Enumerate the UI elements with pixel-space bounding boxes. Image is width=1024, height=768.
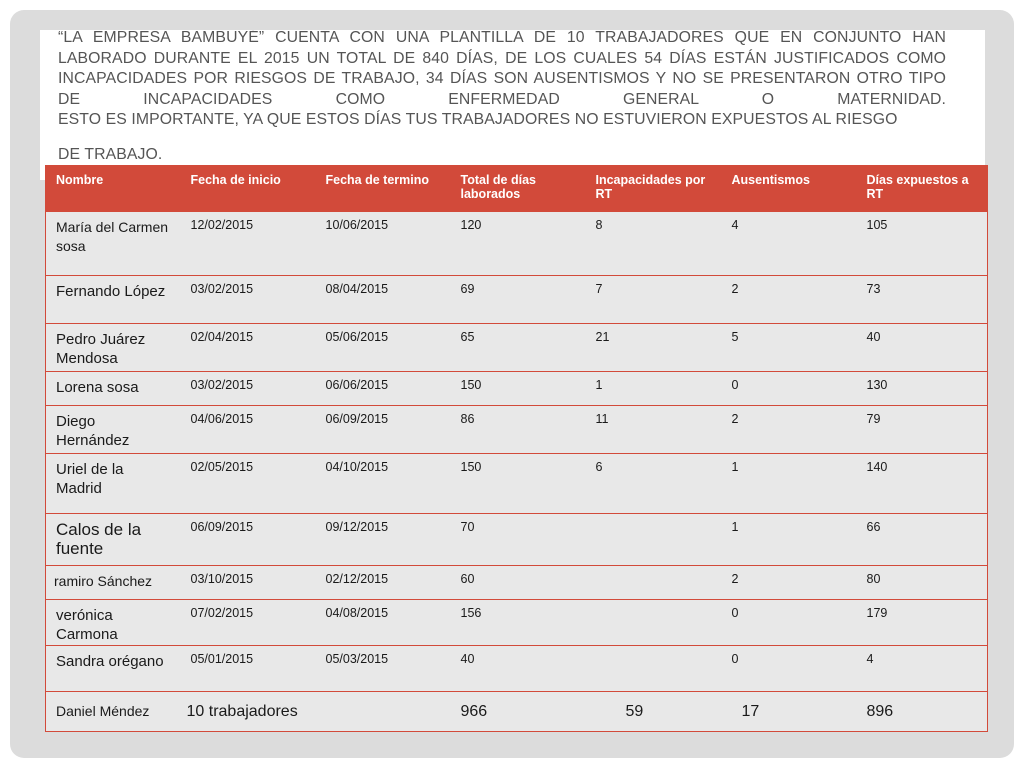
cell-total: 150 — [451, 372, 586, 406]
cell-end: 02/12/2015 — [316, 566, 451, 600]
cell-start: 12/02/2015 — [181, 212, 316, 276]
cell-ausent: 2 — [722, 566, 857, 600]
totals-row — [46, 692, 988, 732]
cell-end: 05/06/2015 — [316, 324, 451, 372]
cell-start: 02/05/2015 — [181, 454, 316, 514]
totals-workers: 10 trabajadores — [181, 692, 316, 732]
cell-expuestos: 4 — [857, 646, 988, 692]
intro-paragraph-2 — [58, 110, 946, 165]
cell-incap — [586, 646, 722, 692]
cell-name: ramiro Sánchez — [46, 566, 181, 600]
cell-total: 120 — [451, 212, 586, 276]
cell-start: 04/06/2015 — [181, 406, 316, 454]
cell-ausent: 0 — [722, 600, 857, 646]
cell-total: 40 — [451, 646, 586, 692]
cell-end: 06/09/2015 — [316, 406, 451, 454]
cell-name: María del Carmen sosa — [46, 212, 181, 276]
cell-incap: 1 — [586, 372, 722, 406]
cell-end: 06/06/2015 — [316, 372, 451, 406]
totals-expuestos: 896 — [857, 692, 988, 732]
table-row — [46, 372, 988, 406]
cell-start: 03/10/2015 — [181, 566, 316, 600]
table-row — [46, 514, 988, 566]
cell-expuestos: 130 — [857, 372, 988, 406]
table-header-row — [46, 166, 988, 212]
intro-paragraph-2-end: DE TRABAJO. — [58, 145, 163, 163]
cell-name: Diego Hernández — [46, 406, 181, 454]
cell-incap: 11 — [586, 406, 722, 454]
intro-band — [40, 30, 985, 180]
table-row — [46, 646, 988, 692]
cell-expuestos: 73 — [857, 276, 988, 324]
totals-end-empty — [316, 692, 451, 732]
totals-name: Daniel Méndez — [46, 692, 181, 732]
cell-name: Sandra orégano — [46, 646, 181, 692]
cell-ausent: 4 — [722, 212, 857, 276]
workers-table — [45, 165, 988, 732]
cell-end: 08/04/2015 — [316, 276, 451, 324]
cell-ausent: 5 — [722, 324, 857, 372]
cell-expuestos: 40 — [857, 324, 988, 372]
header-dias-expuestos: Días expuestos a RT — [857, 166, 988, 212]
cell-name: Lorena sosa — [46, 372, 181, 406]
table-row — [46, 324, 988, 372]
header-nombre: Nombre — [46, 166, 181, 212]
header-fecha-termino: Fecha de termino — [316, 166, 451, 212]
intro-paragraph-1: “LA EMPRESA BAMBUYÉ” CUENTA CON UNA PLANTILLA DE 10 TRABAJADORES QUE EN CONJUNTO HAN LABORADO DURANTE EL 2015 UN TOTAL DE 840 DÍAS, DE LOS CUALES 54 DÍAS ESTÁN JUSTIFICADOS COMO INCAPACIDADES POR RIESGOS DE TRABAJO, 34 DÍAS SON AUSENTISMOS Y NO SE PRESENTARON OTRO TIPO DE INCAPACIDADES COMO ENFERMEDAD GENERAL O MATERNIDAD. — [58, 30, 946, 108]
cell-name: Calos de la fuente — [46, 514, 181, 566]
header-incapacidades: Incapacidades por RT — [586, 166, 722, 212]
cell-ausent: 2 — [722, 276, 857, 324]
totals-ausentismos: 17 — [722, 692, 857, 732]
totals-total-days: 966 — [451, 692, 586, 732]
cell-expuestos: 179 — [857, 600, 988, 646]
cell-total: 150 — [451, 454, 586, 514]
cell-expuestos: 79 — [857, 406, 988, 454]
cell-total: 156 — [451, 600, 586, 646]
cell-start: 02/04/2015 — [181, 324, 316, 372]
cell-incap: 7 — [586, 276, 722, 324]
cell-ausent: 0 — [722, 646, 857, 692]
cell-ausent: 1 — [722, 454, 857, 514]
cell-expuestos: 66 — [857, 514, 988, 566]
header-ausentismos: Ausentismos — [722, 166, 857, 212]
cell-incap: 6 — [586, 454, 722, 514]
cell-end: 04/10/2015 — [316, 454, 451, 514]
table-row — [46, 566, 988, 600]
cell-total: 60 — [451, 566, 586, 600]
cell-total: 86 — [451, 406, 586, 454]
cell-total: 69 — [451, 276, 586, 324]
table-row — [46, 454, 988, 514]
cell-total: 70 — [451, 514, 586, 566]
cell-start: 05/01/2015 — [181, 646, 316, 692]
cell-start: 07/02/2015 — [181, 600, 316, 646]
cell-ausent: 2 — [722, 406, 857, 454]
cell-incap: 21 — [586, 324, 722, 372]
table-row — [46, 276, 988, 324]
cell-start: 03/02/2015 — [181, 276, 316, 324]
cell-end: 09/12/2015 — [316, 514, 451, 566]
cell-incap — [586, 600, 722, 646]
cell-expuestos: 140 — [857, 454, 988, 514]
header-total-dias: Total de días laborados — [451, 166, 586, 212]
cell-incap: 8 — [586, 212, 722, 276]
cell-end: 10/06/2015 — [316, 212, 451, 276]
intro-text — [58, 30, 946, 166]
intro-paragraph-2-text: ESTO ES IMPORTANTE, YA QUE ESTOS DÍAS TUS TRABAJADORES NO ESTUVIERON EXPUESTOS AL RIESGO — [58, 111, 898, 129]
cell-name: Pedro Juárez Mendosa — [46, 324, 181, 372]
header-fecha-inicio: Fecha de inicio — [181, 166, 316, 212]
cell-end: 05/03/2015 — [316, 646, 451, 692]
cell-incap — [586, 514, 722, 566]
cell-name: Uriel de la Madrid — [46, 454, 181, 514]
totals-incapacidades: 59 — [586, 692, 722, 732]
table-row — [46, 406, 988, 454]
cell-name: Fernando López — [46, 276, 181, 324]
cell-incap — [586, 566, 722, 600]
table-row — [46, 600, 988, 646]
cell-end: 04/08/2015 — [316, 600, 451, 646]
cell-ausent: 0 — [722, 372, 857, 406]
cell-name: verónica Carmona — [46, 600, 181, 646]
cell-expuestos: 80 — [857, 566, 988, 600]
cell-start: 06/09/2015 — [181, 514, 316, 566]
cell-total: 65 — [451, 324, 586, 372]
cell-ausent: 1 — [722, 514, 857, 566]
cell-start: 03/02/2015 — [181, 372, 316, 406]
cell-expuestos: 105 — [857, 212, 988, 276]
table-row — [46, 212, 988, 276]
